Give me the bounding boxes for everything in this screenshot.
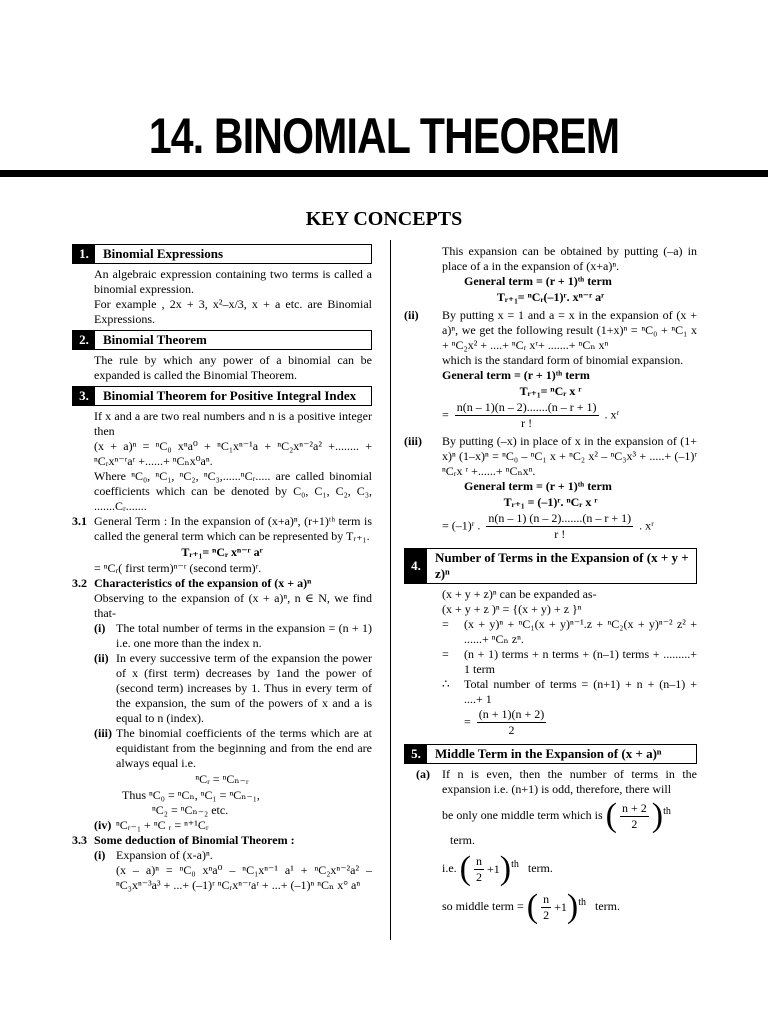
fraction <box>474 854 484 885</box>
subsection-text: Characteristics of the expansion of (x + a)ⁿ <box>94 576 312 590</box>
item-text: ⁿCᵣ₋₁ + ⁿC ᵣ = ⁿ⁺¹Cᵣ <box>116 818 209 832</box>
equals-sign: = <box>442 617 449 631</box>
equation: Tᵣ₊₁= ⁿCᵣ(–1)ʳ. xⁿ⁻ʳ aʳ <box>496 290 605 304</box>
equation: Tᵣ₊₁= ⁿCᵣ x ʳ <box>519 384 582 398</box>
numerator: (n + 1)(n + 2) <box>478 707 545 721</box>
item-label: (ii) <box>404 308 419 322</box>
paragraph: Observing to the expansion of (x + a)ⁿ, n ∈ N, we find that- <box>94 591 372 620</box>
plus-one: +1 <box>554 899 567 914</box>
item-text: Expansion of (x-a)ⁿ. <box>116 848 213 862</box>
section-5-header <box>404 744 697 764</box>
fraction <box>541 892 551 923</box>
section-number: 1. <box>73 245 95 263</box>
numerator: n <box>476 853 482 868</box>
equation-text: (n + 1) terms + n terms + (n–1) terms + .........+ 1 term <box>464 647 697 676</box>
equation: (x – a)ⁿ = ⁿC₀ xⁿa⁰ – ⁿC₁xⁿ⁻¹ a¹ + ⁿC₂xⁿ⁻²a² – ⁿC₃xⁿ⁻³a³ + ...+ (–1)ʳ ⁿCᵣxⁿ⁻ʳaʳ + ...+ (–1)ⁿ ⁿCₙ x° aⁿ <box>116 863 372 892</box>
denominator: r ! <box>521 416 533 430</box>
list-item <box>94 651 372 726</box>
numerator: n(n – 1) (n – 2).......(n – r + 1) <box>488 511 632 525</box>
equation: (x + y + z )ⁿ = {(x + y) + z }ⁿ <box>442 602 582 616</box>
denominator: 2 <box>508 723 515 737</box>
section-number: 3. <box>73 387 95 405</box>
denominator: 2 <box>631 816 638 831</box>
section-title: Binomial Theorem for Positive Integral Index <box>103 388 357 403</box>
equals-sign: = <box>442 407 449 422</box>
text: be only one middle term which is <box>442 807 603 822</box>
subsection-3-1 <box>72 514 372 544</box>
section-number: 2. <box>73 331 95 349</box>
title-rule <box>0 170 768 177</box>
list-item <box>404 308 697 353</box>
fraction <box>455 400 599 431</box>
list-item <box>94 818 372 833</box>
equals-sign: = <box>442 647 449 661</box>
middle-term-line <box>442 799 697 848</box>
list-item <box>94 621 372 651</box>
paragraph: This expansion can be obtained by putting (–a) in place of a in the expansion of (x+a)ⁿ. <box>442 244 697 273</box>
text: term. <box>594 898 620 913</box>
subsection-label: 3.3 <box>72 833 87 847</box>
subsection-label: 3.2 <box>72 576 87 590</box>
parenthesized-fraction: ( $\frac{n + 2}{2}$ ) <box>605 797 664 834</box>
equation: Thus ⁿC₀ = ⁿCₙ, ⁿC₁ = ⁿCₙ₋₁, <box>122 788 260 802</box>
list-item <box>94 726 372 771</box>
subsection-3-3 <box>72 833 372 848</box>
item-text: The total number of terms in the expansion = (n + 1) i.e. one more than the index n. <box>116 621 372 650</box>
paragraph: For example , 2x + 3, x²–x/3, x + a etc. are Binomial Expressions. <box>94 297 372 326</box>
general-term-label: General term = (r + 1)ᵗʰ term <box>464 274 612 288</box>
paragraph: (x + y + z)ⁿ can be expanded as- <box>442 587 597 601</box>
paragraph: Where ⁿC₀, ⁿC₁, ⁿC₂, ⁿC₃,......ⁿCᵣ..... are called binomial coefficients which can be denoted by C₀, C₁, C₂, C₃, .......Cᵣ....... <box>94 469 372 513</box>
equals-sign: = <box>464 714 471 729</box>
parenthesized-fraction: ( $\frac{n}{2}$ +1 ) <box>459 850 512 887</box>
item-text: If n is even, then the number of terms in the expansion i.e. (n+1) is odd, therefore, there will <box>442 767 697 796</box>
fraction <box>486 511 633 542</box>
section-2-header <box>72 330 372 350</box>
text: term. <box>527 860 553 875</box>
denominator: 2 <box>476 869 482 884</box>
column-divider <box>390 240 391 940</box>
item-text: By putting x = 1 and a = x in the expansion of (x + a)ⁿ, we get the following result (1+x)ⁿ = ⁿC₀ + ⁿC₁ x + ⁿC₂x² + ....+ ⁿCᵣ xʳ+ .......+ ⁿCₙ xⁿ <box>442 308 697 352</box>
superscript: th <box>578 896 586 908</box>
section-title: Number of Terms in the Expansion of (x + y + z)ⁿ <box>435 550 689 581</box>
section-title: Binomial Expressions <box>103 246 224 261</box>
paragraph: The rule by which any power of a binomial can be expanded is called the Binomial Theorem. <box>94 353 372 382</box>
equation-line <box>442 647 697 677</box>
denominator: r ! <box>554 527 566 541</box>
item-label: (i) <box>94 848 106 862</box>
list-item <box>94 848 372 863</box>
list-item <box>404 434 697 479</box>
fraction-equation <box>442 511 697 542</box>
section-4-header <box>404 548 697 584</box>
section-number: 5. <box>405 745 427 763</box>
fraction-equation <box>442 400 697 431</box>
text: so middle term = <box>442 898 524 913</box>
item-label: (a) <box>416 767 430 781</box>
superscript: th <box>511 858 519 870</box>
equation-line <box>442 617 697 647</box>
equation-text: Total number of terms = (n+1) + n + (n–1) + ....+ 1 <box>464 677 697 706</box>
equation: ⁿCᵣ = ⁿCₙ₋ᵣ <box>195 772 249 786</box>
equals-sign: = (–1)ʳ . <box>442 518 481 533</box>
fraction-suffix: . xʳ <box>604 407 620 422</box>
item-text: The binomial coefficients of the terms which are at equidistant from the beginning and from the end are always equal i.e. <box>116 726 372 770</box>
right-column <box>404 244 697 944</box>
section-1-header <box>72 244 372 264</box>
item-text: In every successive term of the expansion the power of x (first term) decreases by 1and the power of (second term) increases by 1. Thus in every term of the expansion, the sum of the powers of x and a is equal to n (index). <box>116 651 372 725</box>
page-title: 14. BINOMIAL THEOREM <box>148 108 620 164</box>
denominator: 2 <box>543 907 550 922</box>
parenthesized-fraction: ( $\frac{n}{2}$ +1 ) <box>526 888 579 925</box>
paragraph: An algebraic expression containing two terms is called a binomial expression. <box>94 267 372 296</box>
item-label: (iii) <box>404 434 422 448</box>
fraction <box>620 801 649 832</box>
text: term. <box>450 833 475 847</box>
item-label: (iv) <box>94 818 112 832</box>
fraction-suffix: . xʳ <box>639 518 654 533</box>
equation: (x + a)ⁿ = ⁿC₀ xⁿa⁰ + ⁿC₁xⁿ⁻¹a + ⁿC₂xⁿ⁻²a² +........ + ⁿCᵣxⁿ⁻ʳaʳ +......+ ⁿCₙx⁰aⁿ. <box>94 439 372 468</box>
superscript: th <box>663 805 671 817</box>
fraction-equation <box>464 707 697 738</box>
general-term-label: General term = (r + 1)ᵗʰ term <box>464 479 612 493</box>
item-label: (ii) <box>94 651 109 665</box>
numerator: n <box>543 891 550 906</box>
item-label: (iii) <box>94 726 112 740</box>
section-title: Binomial Theorem <box>103 332 207 347</box>
fraction <box>477 707 547 738</box>
middle-term-line <box>442 890 697 924</box>
paragraph: If x and a are two real numbers and n is a positive integer then <box>94 409 372 438</box>
section-number: 4. <box>405 549 427 583</box>
equation: Tᵣ₊₁= ⁿCᵣ xⁿ⁻ʳ aʳ <box>181 545 263 559</box>
middle-term-line <box>442 852 697 886</box>
equation: = ⁿCᵣ( first term)ⁿ⁻ʳ (second term)ʳ. <box>94 561 262 575</box>
numerator: n + 2 <box>621 800 647 815</box>
subsection-text: General Term : In the expansion of (x+a)ⁿ, (r+1)ᵗʰ term is called the general term which can be represented by Tᵣ₊₁. <box>94 514 372 543</box>
equation: ⁿC₂ = ⁿCₙ₋₂ etc. <box>152 803 229 817</box>
text: i.e. <box>442 860 457 875</box>
equation-text: (x + y)ⁿ + ⁿC₁(x + y)ⁿ⁻¹.z + ⁿC₂(x + y)ⁿ⁻² z² + ......+ ⁿCₙ zⁿ. <box>464 617 697 646</box>
item-label: (i) <box>94 621 106 635</box>
numerator: n(n – 1)(n – 2).......(n – r + 1) <box>456 400 597 414</box>
left-column <box>72 244 372 949</box>
subsection-text: Some deduction of Binomial Theorem : <box>94 833 295 847</box>
list-item <box>404 767 697 797</box>
equation: Tᵣ₊₁ = (–1)ʳ. ⁿCᵣ x ʳ <box>503 495 598 509</box>
key-concepts-heading: KEY CONCEPTS <box>305 208 463 230</box>
section-3-header <box>72 386 372 406</box>
item-text: By putting (–x) in place of x in the expansion of (1+ x)ⁿ (1–x)ⁿ = ⁿC₀ – ⁿC₁ x + ⁿC₂ x² – ⁿC₃x³ + .....+ (–1)ʳ ⁿCᵣx ʳ +......+ ⁿCₙxⁿ. <box>442 434 697 478</box>
equation-line <box>442 677 697 707</box>
paragraph: which is the standard form of binomial expansion. <box>442 353 684 367</box>
plus-one: +1 <box>487 861 500 876</box>
general-term-label: General term = (r + 1)ᵗʰ term <box>442 368 590 382</box>
subsection-label: 3.1 <box>72 514 87 528</box>
therefore-symbol: ∴ <box>442 677 450 691</box>
section-title: Middle Term in the Expansion of (x + a)ⁿ <box>435 746 662 761</box>
subsection-3-2 <box>72 576 372 591</box>
